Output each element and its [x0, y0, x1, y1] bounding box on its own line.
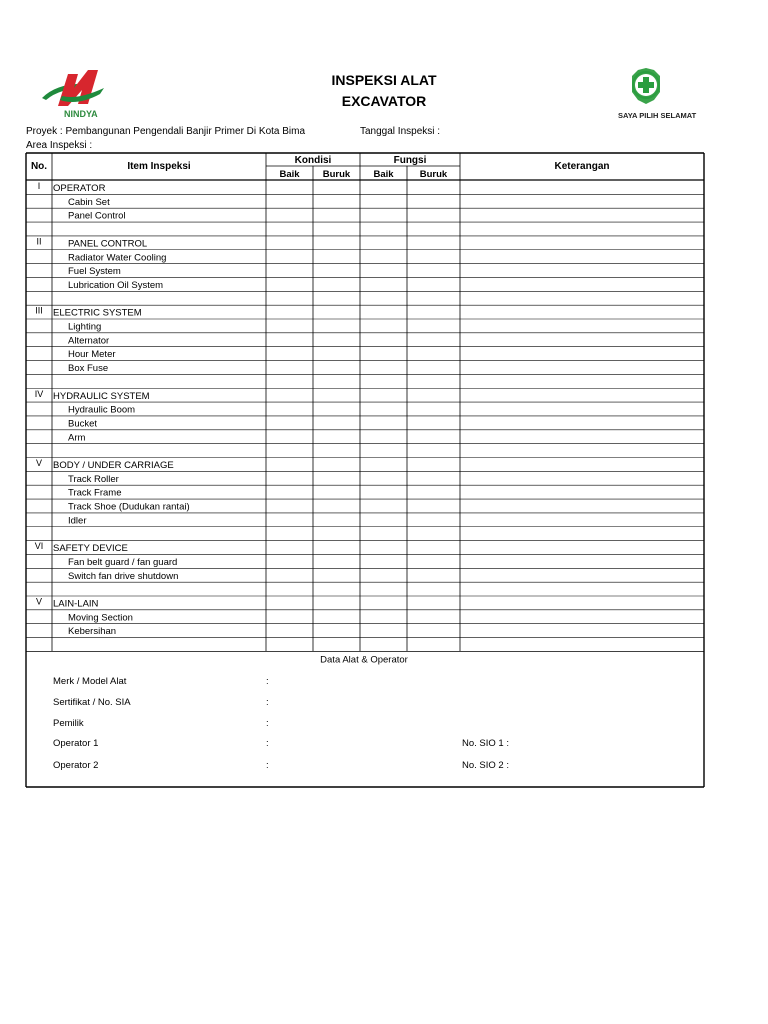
col-header-no: No. [30, 161, 48, 172]
data-field-colon: : [266, 760, 269, 771]
row-item-label: BODY / UNDER CARRIAGE [53, 460, 174, 471]
row-item-label: Lighting [68, 321, 102, 333]
data-field-label: Operator 2 [53, 760, 99, 771]
row-number: V [35, 596, 43, 607]
row-number: II [36, 236, 42, 247]
row-item-label: Fuel System [68, 266, 121, 278]
row-number: V [35, 458, 43, 468]
row-number: III [35, 305, 43, 316]
subheader-kondisi-buruk: Buruk [322, 169, 351, 180]
row-item-label: Switch fan drive shutdown [68, 570, 179, 582]
tanggal-inspeksi-label: Tanggal Inspeksi : [360, 126, 441, 137]
row-item-label: Bucket [68, 418, 98, 430]
row-item-label: PANEL CONTROL [68, 238, 148, 250]
row-item-label: Kebersihan [68, 626, 117, 638]
page-title-line1: INSPEKSI ALAT [331, 72, 437, 88]
row-number: VI [34, 541, 44, 552]
data-field-sio: No. SIO 2 : [462, 760, 509, 771]
row-item-label: Hydraulic Boom [68, 404, 136, 416]
subheader-fungsi-baik: Baik [373, 169, 394, 180]
row-item-label: Track Frame [68, 487, 122, 499]
row-item-label: OPERATOR [53, 183, 106, 194]
row-item-label: Lubrication Oil System [68, 279, 164, 291]
row-item-label: Panel Control [68, 210, 126, 222]
row-number: IV [34, 388, 44, 399]
row-item-label: SAFETY DEVICE [53, 543, 128, 555]
data-field-label: Sertifikat / No. SIA [53, 697, 131, 708]
row-item-label: Cabin Set [68, 196, 110, 208]
subheader-kondisi-baik: Baik [279, 169, 300, 180]
data-field-label: Pemilik [53, 718, 84, 729]
row-item-label: Hour Meter [68, 349, 116, 361]
data-field-colon: : [266, 697, 269, 708]
row-item-label: Moving Section [68, 612, 133, 624]
row-item-label: Box Fuse [68, 363, 109, 375]
proyek-label: Proyek : Pembangunan Pengendali Banjir Primer Di Kota Bima [26, 126, 306, 137]
page-title-line2: EXCAVATOR [341, 93, 427, 109]
data-field-colon: : [266, 738, 269, 749]
data-field-label: Operator 1 [53, 738, 99, 749]
data-field-colon: : [266, 718, 269, 729]
row-item-label: Arm [68, 432, 86, 444]
nindya-logo-text: NINDYA [64, 109, 98, 119]
row-item-label: HYDRAULIC SYSTEM [53, 390, 150, 402]
area-inspeksi-label: Area Inspeksi : [26, 140, 93, 151]
row-item-label: LAIN-LAIN [53, 598, 99, 610]
row-item-label: ELECTRIC SYSTEM [53, 307, 142, 319]
row-item-label: Track Shoe (Dudukan rantai) [68, 501, 190, 513]
col-header-keterangan: Keterangan [554, 161, 610, 172]
data-section-heading: Data Alat & Operator [320, 654, 408, 666]
row-item-label: Fan belt guard / fan guard [68, 556, 178, 568]
row-item-label: Track Roller [68, 473, 119, 485]
row-item-label: Alternator [68, 335, 110, 347]
data-field-label: Merk / Model Alat [53, 676, 127, 687]
col-header-kondisi: Kondisi [294, 155, 332, 166]
row-item-label: Idler [68, 515, 87, 527]
row-item-label: Radiator Water Cooling [68, 252, 167, 264]
col-header-item: Item Inspeksi [127, 161, 191, 172]
col-header-fungsi: Fungsi [393, 155, 427, 166]
k3-logo-text: SAYA PILIH SELAMAT [618, 111, 697, 120]
data-field-sio: No. SIO 1 : [462, 738, 509, 749]
row-number: I [37, 181, 41, 191]
data-field-colon: : [266, 676, 269, 687]
subheader-fungsi-buruk: Buruk [419, 169, 448, 180]
